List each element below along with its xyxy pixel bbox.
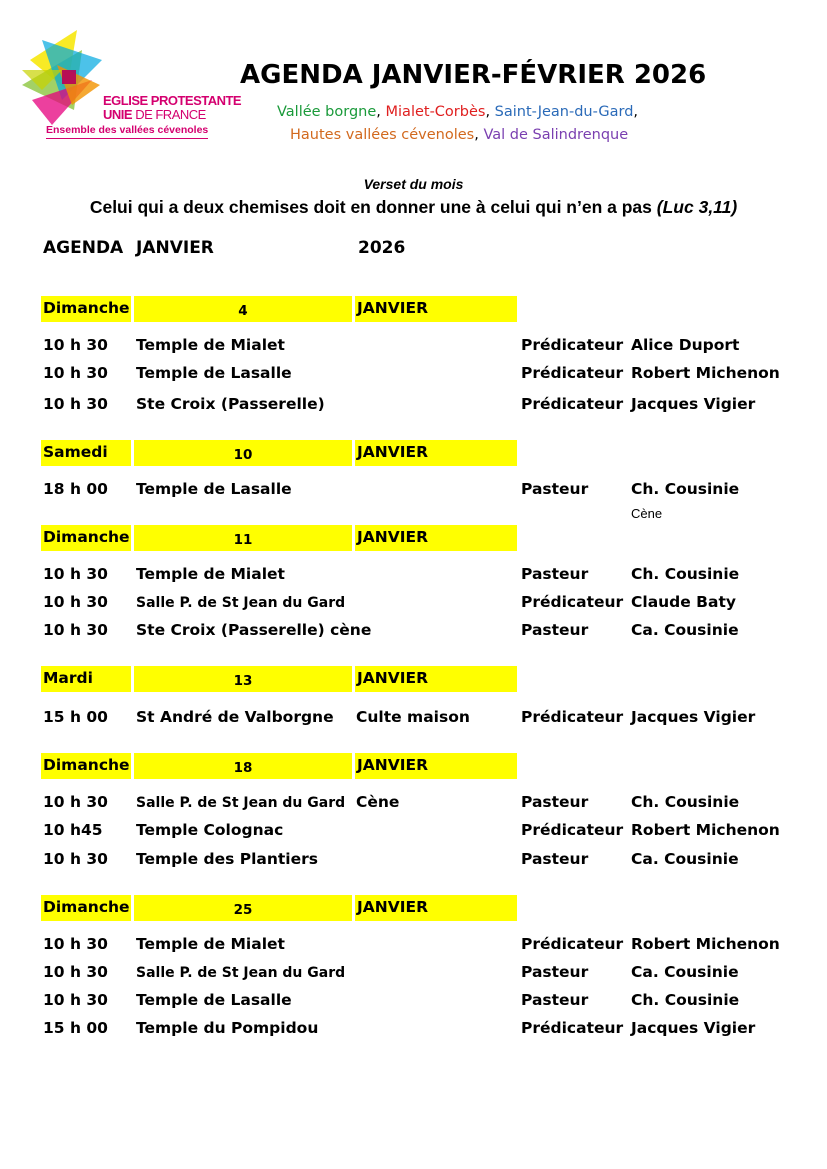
entry-place: Temple Colognac	[136, 821, 284, 839]
verse	[0, 197, 827, 218]
places-line-1: Vallée borgne, Mialet-Corbès, Saint-Jean-du-Gard,	[277, 104, 639, 120]
entry-role: Pasteur	[521, 793, 589, 811]
day-name: Dimanche	[43, 756, 130, 774]
entry-minister: Claude Baty	[631, 593, 736, 611]
day-month: JANVIER	[357, 898, 429, 916]
day-number: 11	[233, 532, 253, 548]
day-name: Dimanche	[43, 898, 130, 916]
agenda-year: 2026	[358, 238, 406, 258]
entry-place: Temple de Mialet	[136, 565, 285, 583]
entry-minister: Robert Michenon	[631, 935, 780, 953]
entry-note: Culte maison	[356, 708, 470, 726]
entry-extra-note: Cène	[631, 506, 663, 521]
entry-minister: Robert Michenon	[631, 364, 780, 382]
entry-time: 10 h45	[43, 821, 103, 839]
entry-time: 10 h 30	[43, 991, 108, 1009]
day-number: 25	[233, 902, 253, 918]
day-month: JANVIER	[357, 669, 429, 687]
day-number: 4	[238, 303, 248, 319]
entry-time: 10 h 30	[43, 336, 108, 354]
entry-minister: Ca. Cousinie	[631, 850, 739, 868]
entry-minister: Jacques Vigier	[631, 708, 756, 726]
entry-minister: Ch. Cousinie	[631, 793, 740, 811]
day-number: 18	[233, 760, 253, 776]
entry-minister: Robert Michenon	[631, 821, 780, 839]
entry-place: Temple de Mialet	[136, 336, 285, 354]
entry-place: Salle P. de St Jean du Gard	[136, 965, 346, 981]
entry-minister: Ch. Cousinie	[631, 991, 740, 1009]
entry-place: Temple de Lasalle	[136, 480, 292, 498]
entry-place: Ste Croix (Passerelle)	[136, 395, 325, 413]
entry-role: Prédicateur	[521, 395, 624, 413]
entry-place: Ste Croix (Passerelle) cène	[136, 621, 372, 639]
entry-place: Temple des Plantiers	[136, 850, 318, 868]
entry-time: 15 h 00	[43, 708, 108, 726]
verse-text: Celui qui a deux chemises doit en donner une à celui qui n’en a pas	[89, 197, 652, 217]
entry-role: Pasteur	[521, 480, 589, 498]
entry-role: Pasteur	[521, 621, 589, 639]
entry-time: 10 h 30	[43, 395, 108, 413]
entry-place: St André de Valborgne	[136, 708, 334, 726]
entry-role: Prédicateur	[521, 364, 624, 382]
entry-role: Pasteur	[521, 963, 589, 981]
entry-time: 10 h 30	[43, 565, 108, 583]
place-val-de-salindrenque: Val de Salindrenque	[483, 127, 629, 143]
entry-minister: Ca. Cousinie	[631, 621, 739, 639]
entry-time: 18 h 00	[43, 480, 108, 498]
entry-minister: Ch. Cousinie	[631, 565, 740, 583]
entry-time: 10 h 30	[43, 621, 108, 639]
entry-time: 10 h 30	[43, 850, 108, 868]
entry-note: Cène	[356, 793, 400, 811]
entry-time: 10 h 30	[43, 593, 108, 611]
verse-label: Verset du mois	[363, 176, 464, 192]
entry-role: Pasteur	[521, 565, 589, 583]
page-title: AGENDA JANVIER-FÉVRIER 2026	[240, 60, 707, 90]
logo-line-3: Ensemble des vallées cévenoles	[46, 124, 209, 136]
entry-minister: Alice Duport	[631, 336, 740, 354]
day-name: Samedi	[43, 443, 108, 461]
entry-role: Pasteur	[521, 850, 589, 868]
day-name: Mardi	[43, 669, 93, 687]
entry-minister: Ch. Cousinie	[631, 480, 740, 498]
place-hautes-vallees: Hautes vallées cévenoles	[290, 127, 475, 143]
entry-minister: Ca. Cousinie	[631, 963, 739, 981]
entry-role: Prédicateur	[521, 935, 624, 953]
entry-place: Salle P. de St Jean du Gard	[136, 595, 346, 611]
agenda-label: AGENDA	[43, 238, 124, 258]
logo-line-1: EGLISE PROTESTANTE	[103, 93, 242, 108]
agenda-month: JANVIER	[136, 238, 214, 258]
entry-role: Prédicateur	[521, 336, 624, 354]
entry-time: 10 h 30	[43, 364, 108, 382]
entry-place: Salle P. de St Jean du Gard	[136, 795, 346, 811]
logo-line-2	[103, 107, 206, 122]
logo-divider	[46, 138, 208, 139]
entry-role: Prédicateur	[521, 593, 624, 611]
day-month: JANVIER	[357, 299, 429, 317]
day-month: JANVIER	[357, 528, 429, 546]
entry-role: Prédicateur	[521, 1019, 624, 1037]
place-vallee-borgne: Vallée borgne	[277, 104, 377, 120]
entry-time: 10 h 30	[43, 935, 108, 953]
entry-time: 10 h 30	[43, 963, 108, 981]
entry-place: Temple de Lasalle	[136, 991, 292, 1009]
entry-minister: Jacques Vigier	[631, 395, 756, 413]
entry-place: Temple du Pompidou	[136, 1019, 319, 1037]
day-name: Dimanche	[43, 299, 130, 317]
day-number: 13	[233, 673, 253, 689]
entry-role: Pasteur	[521, 991, 589, 1009]
logo-line-2b: DE FRANCE	[135, 107, 206, 122]
place-saint-jean-du-gard: Saint-Jean-du-Gard	[494, 104, 634, 120]
places-line-2: Hautes vallées cévenoles, Val de Salindrenque	[290, 127, 629, 143]
entry-role: Prédicateur	[521, 708, 624, 726]
entry-minister: Jacques Vigier	[631, 1019, 756, 1037]
day-month: JANVIER	[357, 756, 429, 774]
day-month: JANVIER	[357, 443, 429, 461]
verse-reference: (Luc 3,11)	[656, 197, 738, 217]
entry-place: Temple de Lasalle	[136, 364, 292, 382]
entry-place: Temple de Mialet	[136, 935, 285, 953]
logo-line-2a: UNIE	[103, 107, 133, 122]
day-name: Dimanche	[43, 528, 130, 546]
day-number: 10	[233, 447, 253, 463]
entry-time: 10 h 30	[43, 793, 108, 811]
entry-time: 15 h 00	[43, 1019, 108, 1037]
entry-role: Prédicateur	[521, 821, 624, 839]
place-mialet-corbes: Mialet-Corbès	[385, 104, 486, 120]
